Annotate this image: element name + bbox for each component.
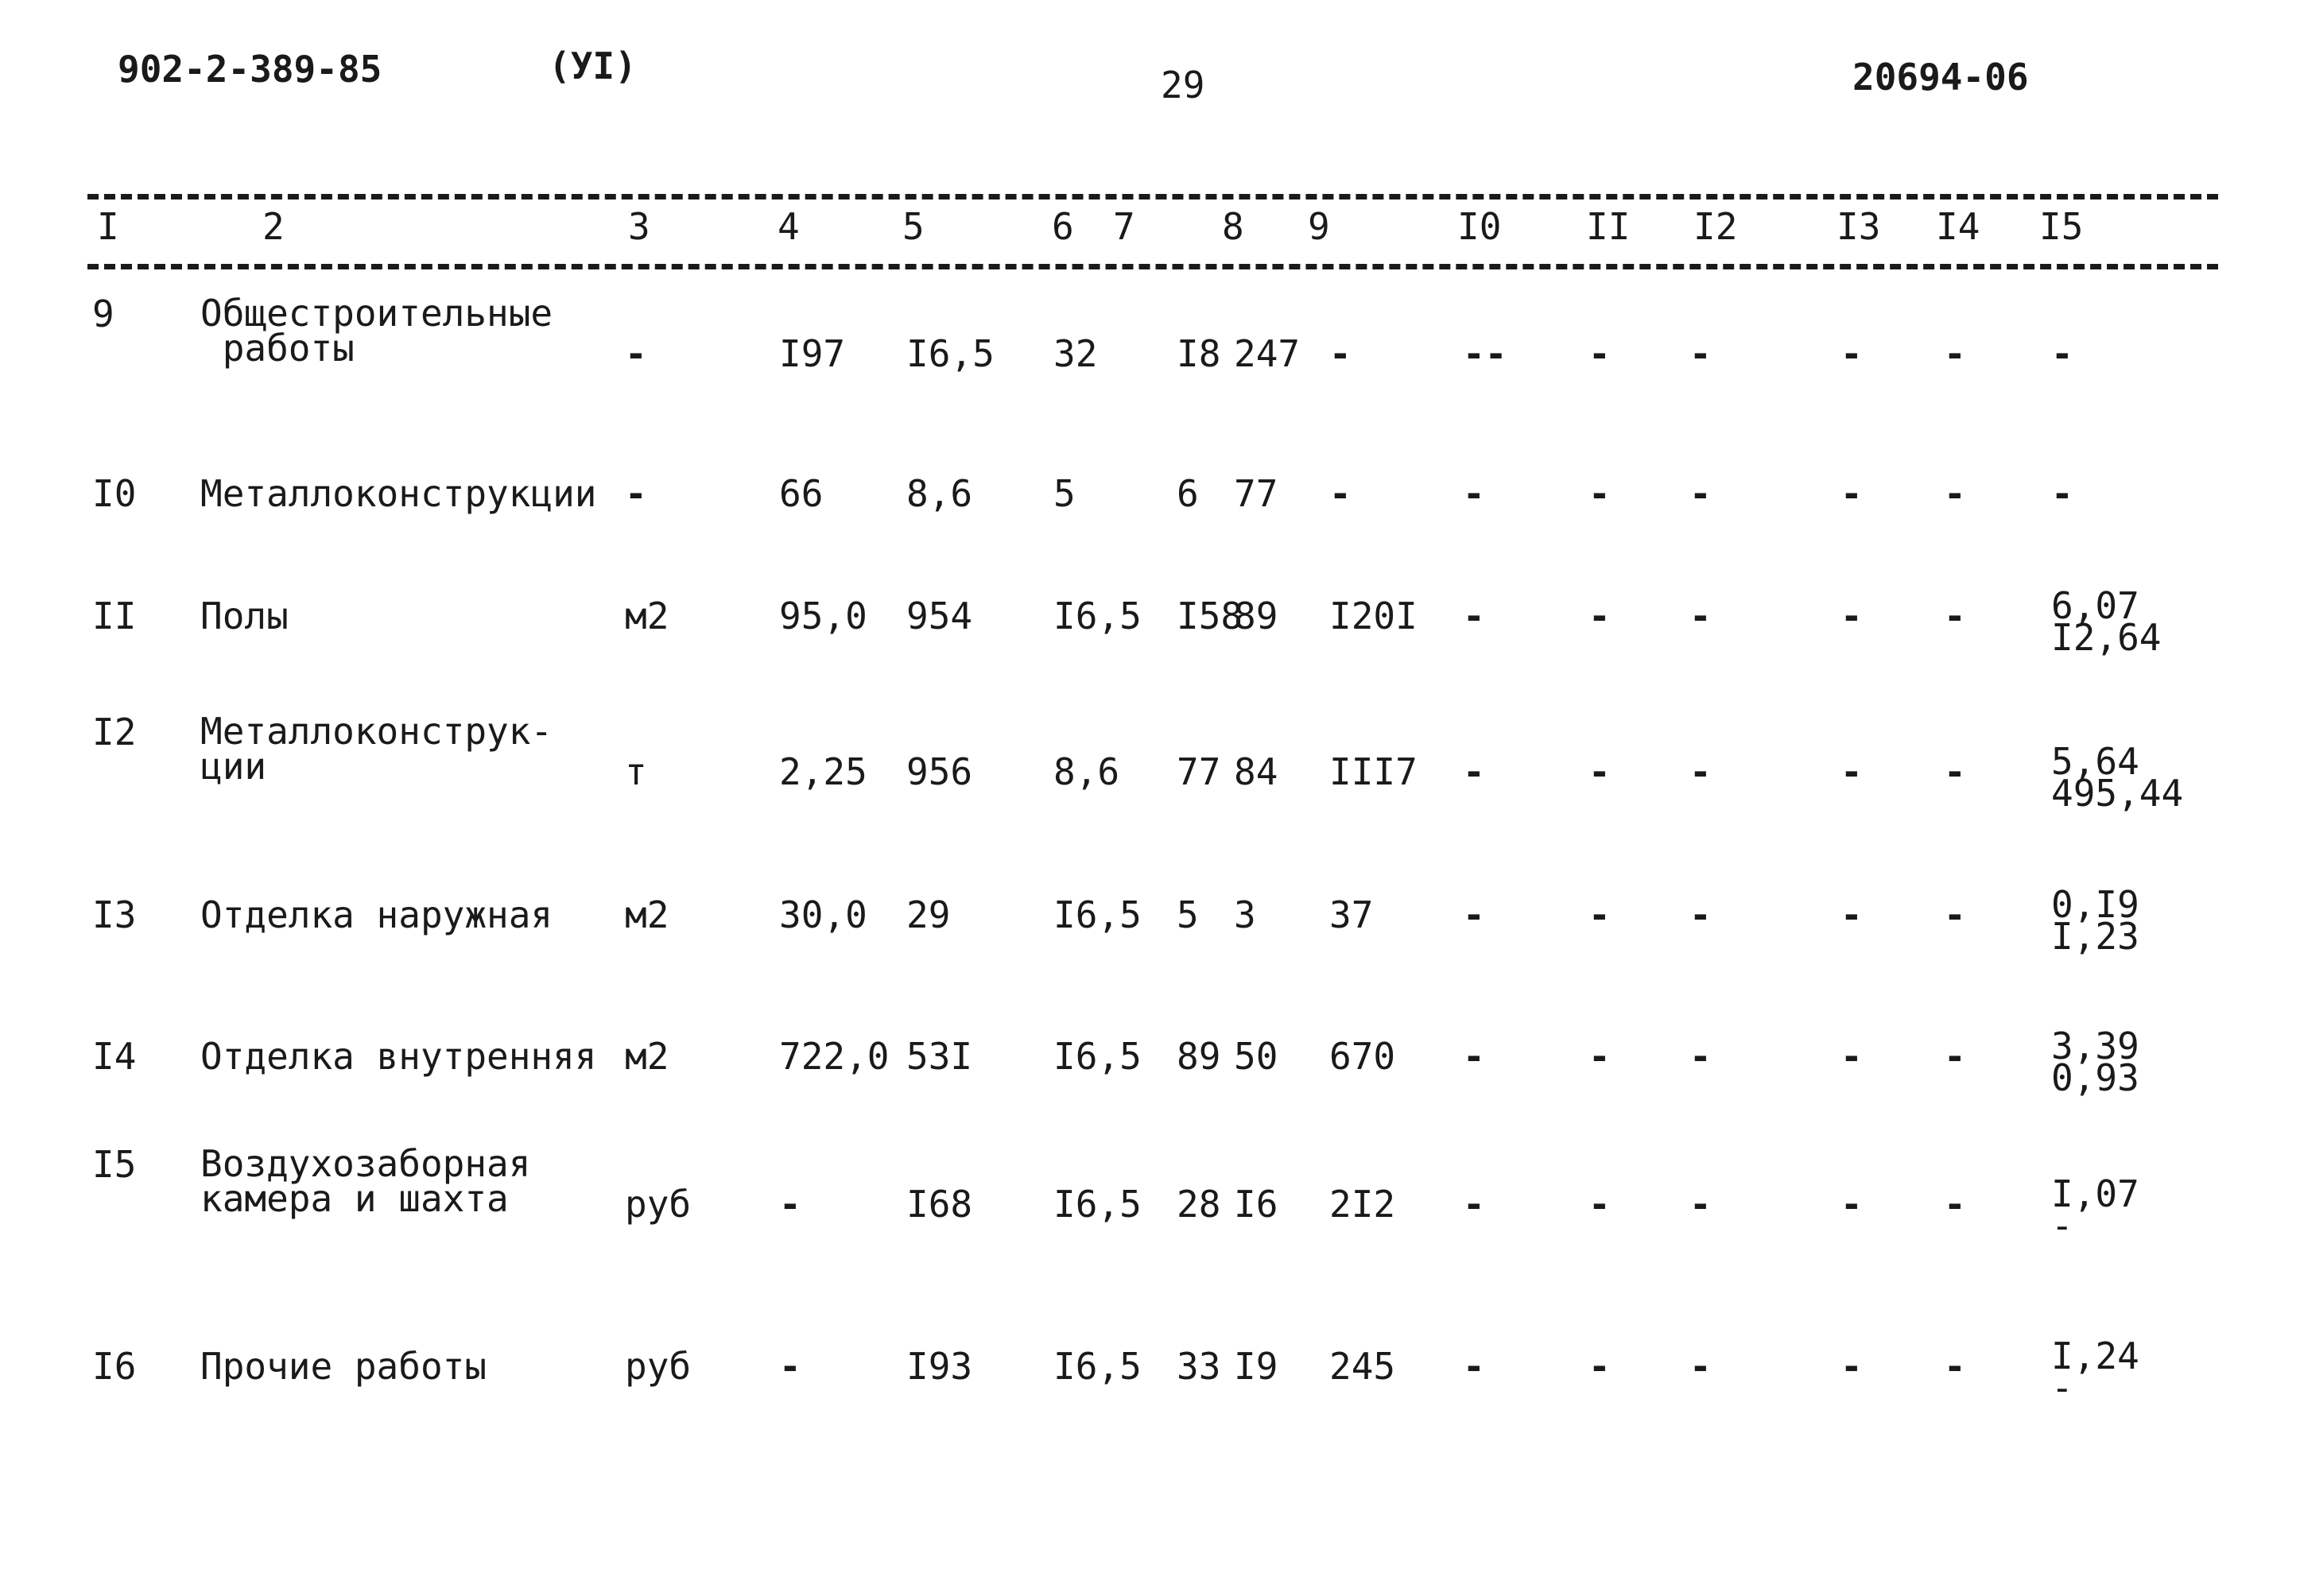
cell-c10: - bbox=[1463, 750, 1485, 793]
column-header-6: 6 bbox=[1052, 205, 1074, 248]
unit-of-measure: т bbox=[625, 750, 647, 793]
unit-of-measure: - bbox=[625, 472, 647, 515]
cell-c7: 28 bbox=[1177, 1183, 1221, 1226]
row-number: I3 bbox=[92, 893, 137, 936]
cell-c6: 5 bbox=[1053, 472, 1076, 515]
document-code: 20694-06 bbox=[1852, 56, 2029, 99]
album-marker: (УI) bbox=[549, 45, 637, 87]
cell-c15: 0,I9 I,23 bbox=[2051, 883, 2139, 958]
cell-c7: I8 bbox=[1177, 332, 1221, 375]
cell-c10: - bbox=[1463, 1183, 1485, 1226]
cell-c10: - bbox=[1463, 595, 1485, 637]
cell-c10: - bbox=[1463, 472, 1485, 515]
cell-c5: 954 bbox=[906, 595, 973, 637]
cell-c6: I6,5 bbox=[1053, 893, 1142, 936]
cell-c14: - bbox=[1944, 750, 1966, 793]
cell-c12: - bbox=[1689, 595, 1712, 637]
page-number: 29 bbox=[1161, 64, 1205, 107]
cell-c14: - bbox=[1944, 1183, 1966, 1226]
cell-c11: - bbox=[1588, 1183, 1611, 1226]
row-number: I2 bbox=[92, 711, 137, 753]
work-name: Воздухозаборная камера и шахта bbox=[200, 1142, 531, 1220]
column-header-11: II bbox=[1586, 205, 1631, 248]
cell-c4: 722,0 bbox=[779, 1035, 890, 1078]
cell-c14: - bbox=[1944, 1035, 1966, 1078]
unit-of-measure: руб bbox=[625, 1183, 692, 1226]
cell-c7: 89 bbox=[1177, 1035, 1221, 1078]
cell-c14: - bbox=[1944, 893, 1966, 936]
cell-c6: I6,5 bbox=[1053, 1035, 1142, 1078]
cell-c6: I6,5 bbox=[1053, 1183, 1142, 1226]
cell-c6: 8,6 bbox=[1053, 750, 1120, 793]
work-name: Металлоконструк- ции bbox=[200, 710, 553, 788]
column-header-12: I2 bbox=[1693, 205, 1738, 248]
cell-c11: - bbox=[1588, 750, 1611, 793]
cell-c12: - bbox=[1689, 1035, 1712, 1078]
row-number: II bbox=[92, 595, 137, 637]
cell-c11: - bbox=[1588, 472, 1611, 515]
cell-c10: - bbox=[1463, 1345, 1485, 1388]
cell-c12: - bbox=[1689, 1345, 1712, 1388]
cell-c5: I6,5 bbox=[906, 332, 995, 375]
column-header-13: I3 bbox=[1837, 205, 1881, 248]
cell-c5: I93 bbox=[906, 1345, 973, 1388]
cell-c15: I,24 - bbox=[2051, 1335, 2139, 1409]
cell-c7: 77 bbox=[1177, 750, 1221, 793]
cell-c8: 77 bbox=[1234, 472, 1278, 515]
cell-c9: III7 bbox=[1329, 750, 1418, 793]
cell-c9: 2I2 bbox=[1329, 1183, 1396, 1226]
cell-c9: 37 bbox=[1329, 893, 1374, 936]
work-name: Металлоконструкции bbox=[200, 472, 597, 515]
work-name: Отделка внутренняя bbox=[200, 1035, 597, 1078]
cell-c15: I,07 - bbox=[2051, 1172, 2139, 1247]
cell-c12: - bbox=[1689, 750, 1712, 793]
cell-c7: I58 bbox=[1177, 595, 1243, 637]
cell-c14: - bbox=[1944, 472, 1966, 515]
cell-c13: - bbox=[1840, 1035, 1863, 1078]
work-name: Прочие работы bbox=[200, 1345, 487, 1388]
cell-c13: - bbox=[1840, 472, 1863, 515]
cell-c9: 245 bbox=[1329, 1345, 1396, 1388]
cell-c8: 50 bbox=[1234, 1035, 1278, 1078]
cell-c14: - bbox=[1944, 332, 1966, 375]
cell-c9: I20I bbox=[1329, 595, 1418, 637]
doc-number: 902-2-389-85 bbox=[118, 48, 382, 91]
cell-c13: - bbox=[1840, 595, 1863, 637]
column-header-3: 3 bbox=[628, 205, 650, 248]
cell-c14: - bbox=[1944, 1345, 1966, 1388]
cell-c8: I6 bbox=[1234, 1183, 1278, 1226]
cell-c15: 5,64 495,44 bbox=[2051, 740, 2184, 815]
cell-c15: - bbox=[2051, 332, 2073, 375]
cell-c6: I6,5 bbox=[1053, 1345, 1142, 1388]
cell-c13: - bbox=[1840, 1183, 1863, 1226]
cell-c10: -- bbox=[1463, 332, 1507, 375]
row-number: I5 bbox=[92, 1143, 137, 1186]
cell-c13: - bbox=[1840, 1345, 1863, 1388]
cell-c5: 956 bbox=[906, 750, 973, 793]
cell-c4: 66 bbox=[779, 472, 824, 515]
cell-c7: 6 bbox=[1177, 472, 1199, 515]
unit-of-measure: м2 bbox=[625, 893, 669, 936]
cell-c15: - bbox=[2051, 472, 2073, 515]
row-number: I6 bbox=[92, 1345, 137, 1388]
work-name: Отделка наружная bbox=[200, 893, 553, 936]
column-header-4: 4 bbox=[778, 205, 800, 248]
column-header-1: I bbox=[97, 205, 119, 248]
top-rule bbox=[87, 194, 2218, 200]
cell-c10: - bbox=[1463, 1035, 1485, 1078]
cell-c11: - bbox=[1588, 595, 1611, 637]
row-number: I4 bbox=[92, 1035, 137, 1078]
column-header-5: 5 bbox=[902, 205, 925, 248]
cell-c12: - bbox=[1689, 1183, 1712, 1226]
cell-c12: - bbox=[1689, 893, 1712, 936]
cell-c5: I68 bbox=[906, 1183, 973, 1226]
cell-c11: - bbox=[1588, 1345, 1611, 1388]
work-name: Общестроительные работы bbox=[200, 292, 553, 370]
cell-c5: 8,6 bbox=[906, 472, 973, 515]
cell-c12: - bbox=[1689, 332, 1712, 375]
cell-c8: 89 bbox=[1234, 595, 1278, 637]
cell-c4: 2,25 bbox=[779, 750, 867, 793]
cell-c8: I9 bbox=[1234, 1345, 1278, 1388]
cell-c15: 6,07 I2,64 bbox=[2051, 584, 2162, 659]
column-header-15: I5 bbox=[2039, 205, 2084, 248]
column-header-8: 8 bbox=[1222, 205, 1244, 248]
cell-c4: - bbox=[779, 1345, 801, 1388]
cell-c6: 32 bbox=[1053, 332, 1098, 375]
row-number: 9 bbox=[92, 292, 114, 335]
cell-c11: - bbox=[1588, 1035, 1611, 1078]
cell-c13: - bbox=[1840, 750, 1863, 793]
cell-c11: - bbox=[1588, 332, 1611, 375]
column-header-14: I4 bbox=[1936, 205, 1980, 248]
cell-c4: 95,0 bbox=[779, 595, 867, 637]
unit-of-measure: м2 bbox=[625, 595, 669, 637]
cell-c13: - bbox=[1840, 893, 1863, 936]
cell-c8: 247 bbox=[1234, 332, 1301, 375]
cell-c5: 29 bbox=[906, 893, 951, 936]
cell-c8: 3 bbox=[1234, 893, 1256, 936]
cell-c12: - bbox=[1689, 472, 1712, 515]
cell-c13: - bbox=[1840, 332, 1863, 375]
cell-c10: - bbox=[1463, 893, 1485, 936]
unit-of-measure: руб bbox=[625, 1345, 692, 1388]
cell-c9: - bbox=[1329, 472, 1352, 515]
cell-c5: 53I bbox=[906, 1035, 973, 1078]
cell-c4: 30,0 bbox=[779, 893, 867, 936]
cell-c7: 5 bbox=[1177, 893, 1199, 936]
header-rule bbox=[87, 264, 2218, 269]
cell-c9: 670 bbox=[1329, 1035, 1396, 1078]
unit-of-measure: м2 bbox=[625, 1035, 669, 1078]
cell-c9: - bbox=[1329, 332, 1352, 375]
cell-c11: - bbox=[1588, 893, 1611, 936]
cell-c15: 3,39 0,93 bbox=[2051, 1025, 2139, 1099]
column-header-7: 7 bbox=[1113, 205, 1135, 248]
cell-c4: - bbox=[779, 1183, 801, 1226]
cell-c14: - bbox=[1944, 595, 1966, 637]
column-header-2: 2 bbox=[262, 205, 285, 248]
cell-c8: 84 bbox=[1234, 750, 1278, 793]
work-name: Полы bbox=[200, 595, 289, 637]
cell-c4: I97 bbox=[779, 332, 846, 375]
column-header-10: I0 bbox=[1457, 205, 1502, 248]
cell-c7: 33 bbox=[1177, 1345, 1221, 1388]
cell-c6: I6,5 bbox=[1053, 595, 1142, 637]
row-number: I0 bbox=[92, 472, 137, 515]
unit-of-measure: - bbox=[625, 332, 647, 375]
column-header-9: 9 bbox=[1308, 205, 1330, 248]
